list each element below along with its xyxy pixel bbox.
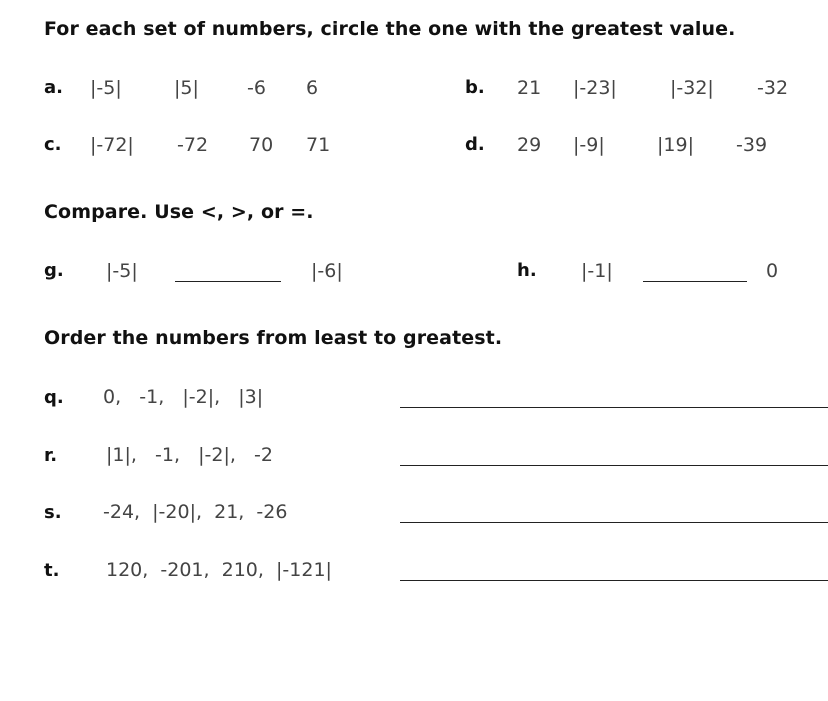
- problem-c-choice-3[interactable]: 70: [249, 134, 274, 156]
- problem-g-left-value: |-5|: [106, 260, 138, 282]
- section-2-heading: Compare. Use <, >, or =.: [44, 201, 314, 223]
- problem-c-label: c.: [44, 134, 62, 155]
- problem-q-numbers: 0, -1, |-2|, |3|: [103, 386, 264, 408]
- problem-a-choice-4[interactable]: 6: [306, 77, 319, 99]
- problem-h-left-value: |-1|: [581, 260, 613, 282]
- problem-s-numbers: -24, |-20|, 21, -26: [103, 501, 288, 523]
- problem-c-choice-2[interactable]: -72: [177, 134, 209, 156]
- problem-a-choice-2[interactable]: |5|: [174, 77, 199, 99]
- problem-d-choice-3[interactable]: |19|: [657, 134, 694, 156]
- problem-q-label: q.: [44, 387, 64, 408]
- problem-b-choice-2[interactable]: |-23|: [573, 77, 617, 99]
- problem-a-label: a.: [44, 77, 63, 98]
- problem-h-right-value: 0: [766, 260, 779, 282]
- problem-h-label: h.: [517, 260, 537, 281]
- problem-b-choice-3[interactable]: |-32|: [670, 77, 714, 99]
- problem-r-numbers: |1|, -1, |-2|, -2: [106, 444, 274, 466]
- problem-s-label: s.: [44, 502, 62, 523]
- problem-q-answer-line[interactable]: [400, 407, 828, 408]
- problem-d-choice-2[interactable]: |-9|: [573, 134, 605, 156]
- problem-g-label: g.: [44, 260, 64, 281]
- problem-g-answer-blank[interactable]: [175, 281, 281, 282]
- problem-h-answer-blank[interactable]: [643, 281, 747, 282]
- problem-b-choice-1[interactable]: 21: [517, 77, 542, 99]
- problem-g-right-value: |-6|: [311, 260, 343, 282]
- problem-c-choice-1[interactable]: |-72|: [90, 134, 134, 156]
- problem-t-answer-line[interactable]: [400, 580, 828, 581]
- problem-t-numbers: 120, -201, 210, |-121|: [106, 559, 332, 581]
- problem-r-answer-line[interactable]: [400, 465, 828, 466]
- problem-t-label: t.: [44, 560, 60, 581]
- problem-b-label: b.: [465, 77, 485, 98]
- problem-d-choice-4[interactable]: -39: [736, 134, 768, 156]
- problem-c-choice-4[interactable]: 71: [306, 134, 331, 156]
- problem-a-choice-3[interactable]: -6: [247, 77, 266, 99]
- problem-b-choice-4[interactable]: -32: [757, 77, 789, 99]
- problem-d-label: d.: [465, 134, 485, 155]
- problem-d-choice-1[interactable]: 29: [517, 134, 542, 156]
- section-1-heading: For each set of numbers, circle the one with the greatest value.: [44, 18, 736, 40]
- section-3-heading: Order the numbers from least to greatest.: [44, 327, 503, 349]
- problem-s-answer-line[interactable]: [400, 522, 828, 523]
- problem-a-choice-1[interactable]: |-5|: [90, 77, 122, 99]
- problem-r-label: r.: [44, 445, 58, 466]
